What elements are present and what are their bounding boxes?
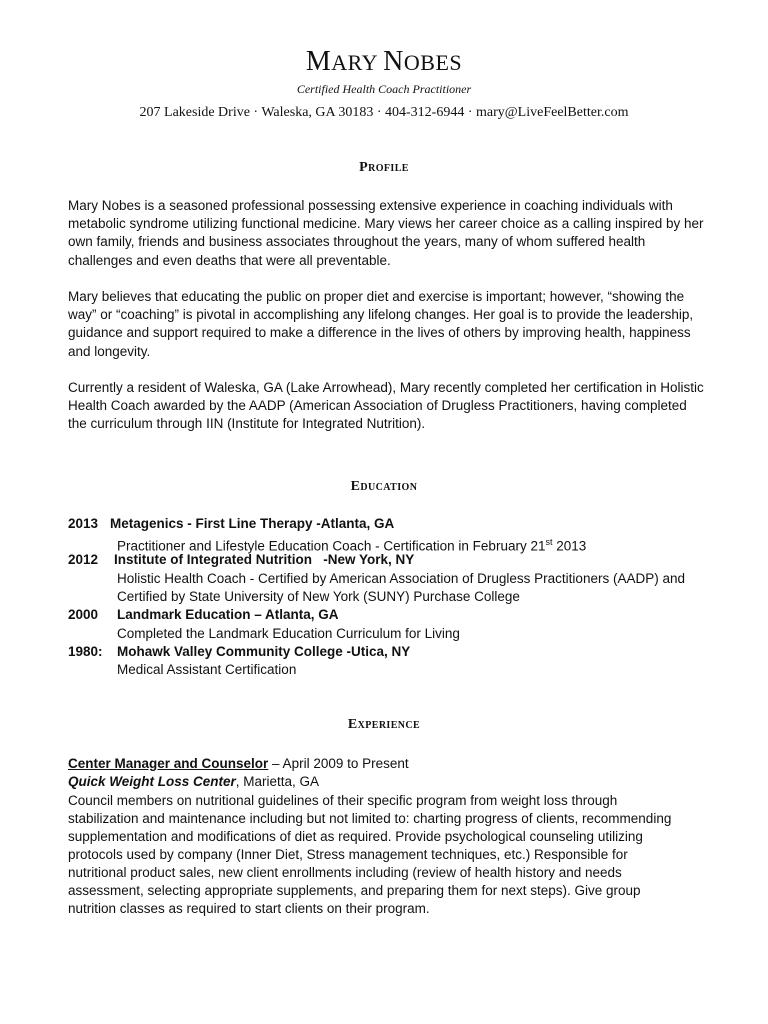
- job-description-line: nutritional product sales, new client enrollments including (review of health history and needs: [68, 865, 622, 880]
- education-detail: Practitioner and Lifestyle Education Coach - Certification in February 21st 2013: [117, 537, 587, 554]
- education-entry-1980: [68, 643, 728, 661]
- job-description-line: supplementation and modifications of diet as required. Provide psychological counseling utilizing: [68, 829, 643, 844]
- job-description-line: nutrition classes as required to start clients on their program.: [68, 901, 430, 916]
- job-dates: – April 2009 to Present: [268, 756, 409, 771]
- education-entry-2012: [68, 551, 728, 569]
- education-year: 2012: [68, 552, 99, 567]
- job-title-line: [68, 755, 728, 773]
- education-institution: Institute of Integrated Nutrition -New York, NY: [114, 552, 415, 567]
- education-detail: Holistic Health Coach - Certified by American Association of Drugless Practitioners (AADP) and: [117, 571, 685, 586]
- job-title: Center Manager and Counselor: [68, 756, 269, 771]
- job-description-line: assessment, selecting appropriate supplements, and preparing them for next steps). Give group: [68, 883, 641, 898]
- education-year: 2000: [68, 607, 99, 622]
- job-description-line: stabilization and maintenance including but not limited to: charting progress of clients, recommending: [68, 811, 672, 826]
- contact-info: 207 Lakeside Drive · Waleska, GA 30183 · 404-312-6944 · mary@LiveFeelBetter.com: [139, 105, 629, 120]
- candidate-name: [0, 46, 768, 78]
- profile-paragraph-1: Mary Nobes is a seasoned professional possessing extensive experience in coaching individuals with metabolic syndrome utilizing functional medicine. Mary views her career choice as a calling inspired by her own family, friends and business associates throughout the years, many of whom suffered health challenges and even deaths that were all preventable.: [68, 198, 704, 268]
- education-institution: Mohawk Valley Community College -Utica, NY: [117, 644, 411, 659]
- company-name: Quick Weight Loss Center: [68, 774, 236, 789]
- education-year: 2013: [68, 516, 99, 531]
- job-description-line: protocols used by company (Inner Diet, Stress management techniques, etc.) Responsible for: [68, 847, 628, 862]
- education-heading: Education: [350, 479, 418, 494]
- education-institution: Metagenics - First Line Therapy -Atlanta, GA: [110, 516, 395, 531]
- name-first-rest: ARY: [331, 50, 378, 75]
- experience-heading: Experience: [347, 717, 421, 732]
- company-line: [68, 773, 728, 791]
- education-detail: Medical Assistant Certification: [117, 662, 297, 677]
- company-location: , Marietta, GA: [235, 774, 320, 789]
- education-detail: Certified by State University of New York (SUNY) Purchase College: [117, 589, 520, 604]
- education-year: 1980:: [68, 644, 103, 659]
- profile-heading: Profile: [359, 160, 409, 175]
- profile-paragraph-3: Currently a resident of Waleska, GA (Lake Arrowhead), Mary recently completed her certification in Holistic Health Coach awarded by the AADP (American Association of Drugless Practitioners, having completed the curriculum through IIN (Institute for Integrated Nutrition).: [68, 380, 704, 432]
- name-first-initial: M: [305, 46, 332, 77]
- candidate-subtitle: Certified Health Coach Practitioner: [296, 82, 472, 96]
- education-entry-2013: [68, 515, 728, 533]
- education-institution: Landmark Education – Atlanta, GA: [117, 607, 339, 622]
- name-last-initial: N: [383, 46, 404, 77]
- education-entry-2000: [68, 606, 728, 624]
- education-detail: Completed the Landmark Education Curriculum for Living: [117, 626, 460, 641]
- name-last-rest: OBES: [403, 50, 463, 75]
- profile-paragraph-2: Mary believes that educating the public on proper diet and exercise is important; however, “showing the way” or “coaching” is pivotal in accomplishing any lifelong changes. Her goal is to provide the leadership, guidance and support required to make a difference in the lives of others by improving health, happiness and longevity.: [68, 289, 694, 359]
- job-description-line: Council members on nutritional guidelines of their specific program from weight loss through: [68, 793, 618, 808]
